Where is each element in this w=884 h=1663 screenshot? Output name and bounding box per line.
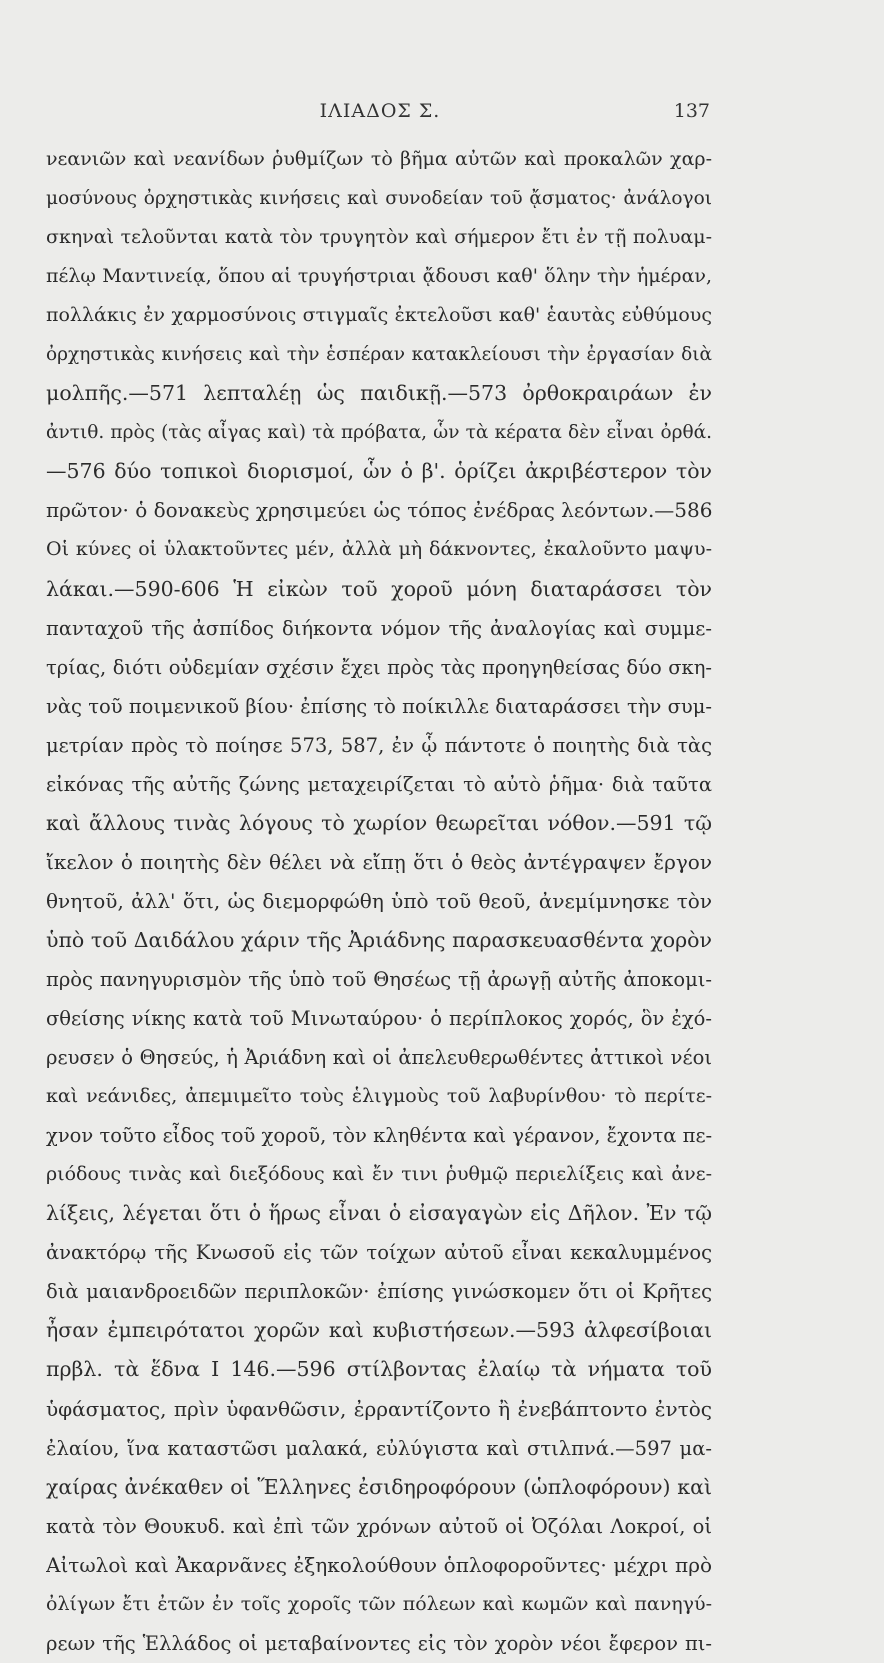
text-line: ρευσεν ὁ Θησεύς, ἡ Ἀριάδνη καὶ οἱ ἀπελευθερωθέντες ἀττικοὶ νέοι — [46, 1046, 712, 1070]
running-head: ΙΛΙΑΔΟΣ Σ. — [319, 100, 441, 122]
text-line: σθείσης νίκης κατὰ τοῦ Μινωταύρου· ὁ περίπλοκος χορός, ὃν ἐχό- — [46, 1007, 712, 1031]
text-line: πέλῳ Μαντινείᾳ, ὅπου αἱ τρυγήστριαι ᾄδουσι καθ' ὅλην τὴν ἡμέραν, — [46, 265, 712, 288]
text-line: πανταχοῦ τῆς ἀσπίδος διήκοντα νόμον τῆς ἀναλογίας καὶ συμμε- — [46, 616, 712, 640]
text-line: ὀρχηστικὰς κινήσεις καὶ τὴν ἑσπέραν κατακλείουσι τὴν ἐργασίαν διὰ — [46, 344, 712, 366]
text-line: ἴκελον ὁ ποιητὴς δὲν θέλει νὰ εἴπῃ ὅτι ὁ θεὸς ἀντέγραψεν ἔργον — [46, 849, 712, 874]
text-line: μοσύνους ὀρχηστικὰς κινήσεις καὶ συνοδείαν τοῦ ᾄσματος· ἀνάλογοι — [46, 188, 712, 210]
text-line: ὑπὸ τοῦ Δαιδάλου χάριν τῆς Ἀριάδνης παρασκευασθέντα χορὸν — [46, 927, 712, 952]
text-line: διὰ μαιανδροειδῶν περιπλοκῶν· ἐπίσης γινώσκομεν ὅτι οἱ Κρῆτες — [46, 1280, 712, 1304]
text-line: θνητοῦ, ἀλλ' ὅτι, ὡς διεμορφώθη ὑπὸ τοῦ θεοῦ, ἀνεμίμνησκε τὸν — [46, 888, 712, 913]
text-line: σκηναὶ τελοῦνται κατὰ τὸν τρυγητὸν καὶ σήμερον ἔτι ἐν τῇ πολυαμ- — [46, 226, 712, 249]
page-header — [50, 100, 710, 130]
text-line: ἦσαν ἐμπειρότατοι χορῶν καὶ κυβιστήσεων.—593 ἀλφεσίβοιαι — [46, 1318, 712, 1343]
text-line: κατὰ τὸν Θουκυδ. καὶ ἐπὶ τῶν χρόνων αὐτοῦ οἱ Ὀζόλαι Λοκροί, οἱ — [46, 1514, 712, 1538]
commentary-text — [46, 140, 712, 1663]
text-line: τρίας, διότι οὐδεμίαν σχέσιν ἔχει πρὸς τὰς προηγηθείσας δύο σκη- — [46, 655, 712, 679]
text-line: πρῶτον· ὁ δονακεὺς χρησιμεύει ὡς τόπος ἐνέδρας λεόντων.—586 — [46, 498, 712, 523]
text-line: πρβλ. τὰ ἕδνα Ι 146.—596 στίλβοντας ἐλαίῳ τὰ νήματα τοῦ — [46, 1357, 712, 1382]
text-line: μετρίαν πρὸς τὸ ποίησε 573, 587, ἐν ᾧ πάντοτε ὁ ποιητὴς διὰ τὰς — [46, 733, 712, 757]
page-number: 137 — [673, 100, 710, 122]
text-line: Αἰτωλοὶ καὶ Ἀκαρνᾶνες ἐξηκολούθουν ὁπλοφοροῦντες· μέχρι πρὸ — [46, 1552, 712, 1577]
text-line: Οἱ κύνες οἱ ὑλακτοῦντες μέν, ἀλλὰ μὴ δάκνοντες, ἐκαλοῦντο μαψυ- — [46, 538, 712, 561]
text-line: καὶ νεάνιδες, ἀπεμιμεῖτο τοὺς ἑλιγμοὺς τοῦ λαβυρίνθου· τὸ περίτε- — [46, 1085, 712, 1108]
text-line: λάκαι.—590-606 Ἡ εἰκὼν τοῦ χοροῦ μόνη διαταράσσει τὸν — [46, 576, 712, 601]
text-line: χαίρας ἀνέκαθεν οἱ Ἕλληνες ἐσιδηροφόρουν (ὡπλοφόρουν) καὶ — [46, 1474, 712, 1499]
text-line: ὀλίγων ἔτι ἐτῶν ἐν τοῖς χοροῖς τῶν πόλεων καὶ κωμῶν καὶ πανηγύ- — [46, 1592, 712, 1615]
text-line: νὰς τοῦ ποιμενικοῦ βίου· ἐπίσης τὸ ποίκιλλε διαταράσσει τὴν συμ- — [46, 694, 712, 718]
text-line: καὶ ἄλλους τινὰς λόγους τὸ χωρίον θεωρεῖται νόθον.—591 τῷ — [46, 810, 712, 835]
text-line: εἰκόνας τῆς αὐτῆς ζώνης μεταχειρίζεται τὸ αὐτὸ ῥῆμα· διὰ ταῦτα — [46, 772, 712, 796]
text-line: ἀντιθ. πρὸς (τὰς αἶγας καὶ) τὰ πρόβατα, ὧν τὰ κέρατα δὲν εἶναι ὀρθά. — [46, 422, 712, 444]
text-line: ρεων τῆς Ἑλλάδος οἱ μεταβαίνοντες εἰς τὸν χορὸν νέοι ἔφερον πι- — [46, 1631, 712, 1655]
text-line: χνον τοῦτο εἶδος τοῦ χοροῦ, τὸν κληθέντα καὶ γέρανον, ἔχοντα πε- — [46, 1124, 712, 1148]
text-line: πολλάκις ἐν χαρμοσύνοις στιγμαῖς ἐκτελοῦσι καθ' ἑαυτὰς εὐθύμους — [46, 304, 712, 327]
text-line: νεανιῶν καὶ νεανίδων ῥυθμίζων τὸ βῆμα αὐτῶν καὶ προκαλῶν χαρ- — [46, 148, 712, 170]
text-line: ὑφάσματος, πρὶν ὑφανθῶσιν, ἐρραντίζοντο ἢ ἐνεβάπτοντο ἐντὸς — [46, 1396, 712, 1421]
text-line: —576 δύο τοπικοὶ διορισμοί, ὧν ὁ β'. ὁρίζει ἀκριβέστερον τὸν — [46, 459, 712, 484]
text-line: ἀνακτόρῳ τῆς Κνωσοῦ εἰς τῶν τοίχων αὐτοῦ εἶναι κεκαλυμμένος — [46, 1241, 712, 1265]
text-line: μολπῆς.—571 λεπταλέῃ ὡς παιδικῇ.—573 ὀρθοκραιράων ἐν — [46, 381, 712, 406]
text-line: λίξεις, λέγεται ὅτι ὁ ἥρως εἶναι ὁ εἰσαγαγὼν εἰς Δῆλον. Ἐν τῷ — [46, 1201, 712, 1226]
text-line: ριόδους τινὰς καὶ διεξόδους καὶ ἔν τινι ῥυθμῷ περιελίξεις καὶ ἀνε- — [46, 1163, 712, 1186]
text-line: πρὸς πανηγυρισμὸν τῆς ὑπὸ τοῦ Θησέως τῇ ἀρωγῇ αὐτῆς ἀποκομι- — [46, 967, 712, 991]
text-line: ἐλαίου, ἵνα καταστῶσι μαλακά, εὐλύγιστα καὶ στιλπνά.—597 μα- — [46, 1436, 712, 1460]
